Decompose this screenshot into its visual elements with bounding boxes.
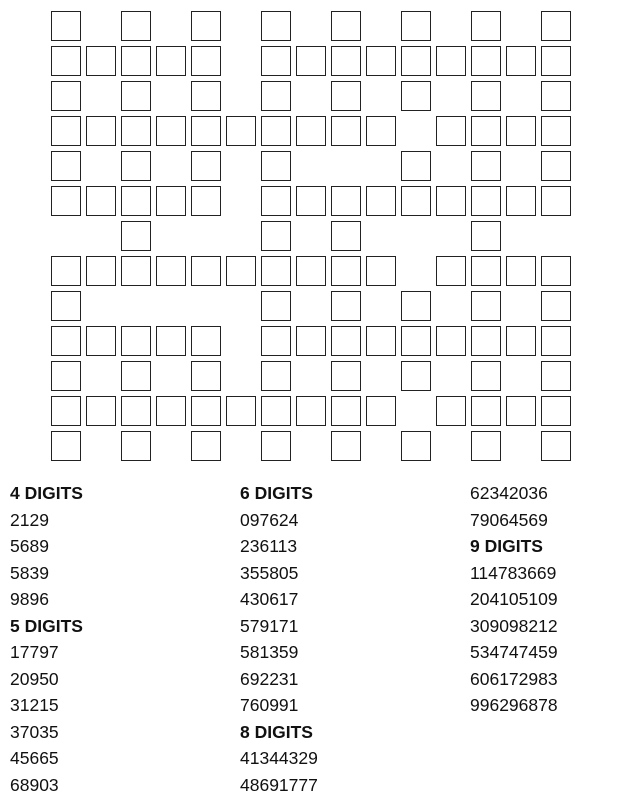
grid-cell[interactable]: [331, 361, 361, 391]
grid-cell[interactable]: [331, 291, 361, 321]
grid-cell[interactable]: [471, 256, 501, 286]
clue-number: 581359: [240, 642, 299, 662]
clue-group-heading: 6 DIGITS: [240, 483, 313, 503]
grid-cell[interactable]: [506, 116, 536, 146]
grid-cell[interactable]: [331, 431, 361, 461]
grid-cell[interactable]: [506, 396, 536, 426]
clue-number: 534747459: [470, 642, 558, 662]
grid-cell[interactable]: [471, 291, 501, 321]
grid-cell[interactable]: [436, 46, 466, 76]
grid-cell[interactable]: [226, 116, 256, 146]
grid-cell[interactable]: [86, 116, 116, 146]
clue-number: 996296878: [470, 695, 558, 715]
grid-cell[interactable]: [51, 256, 81, 286]
grid-cell[interactable]: [541, 431, 571, 461]
clue-number: 760991: [240, 695, 299, 715]
grid-cell[interactable]: [156, 396, 186, 426]
grid-cell[interactable]: [261, 116, 291, 146]
grid-cell[interactable]: [261, 326, 291, 356]
grid-cell[interactable]: [366, 396, 396, 426]
grid-cell[interactable]: [156, 46, 186, 76]
grid-cell[interactable]: [331, 46, 361, 76]
clue-number: 204105109: [470, 589, 558, 609]
grid-cell[interactable]: [401, 291, 431, 321]
grid-cell[interactable]: [331, 11, 361, 41]
clue-number: 79064569: [470, 509, 548, 530]
grid-cell[interactable]: [471, 151, 501, 181]
grid-cell[interactable]: [471, 81, 501, 111]
grid-cell[interactable]: [541, 186, 571, 216]
grid-cell[interactable]: [191, 256, 221, 286]
grid-cell[interactable]: [51, 116, 81, 146]
grid-cell[interactable]: [331, 256, 361, 286]
grid-cell[interactable]: [366, 116, 396, 146]
clue-number: 579171: [240, 615, 299, 636]
grid-cell[interactable]: [436, 396, 466, 426]
grid-cell[interactable]: [401, 151, 431, 181]
grid-cell[interactable]: [191, 151, 221, 181]
grid-cell[interactable]: [366, 186, 396, 216]
grid-cell[interactable]: [471, 326, 501, 356]
grid-cell[interactable]: [401, 46, 431, 76]
grid-cell[interactable]: [191, 431, 221, 461]
grid-cell[interactable]: [331, 396, 361, 426]
grid-cell[interactable]: [261, 46, 291, 76]
grid-cell[interactable]: [191, 361, 221, 391]
grid-cell[interactable]: [471, 221, 501, 251]
grid-cell[interactable]: [331, 221, 361, 251]
grid-cell[interactable]: [121, 151, 151, 181]
grid-cell[interactable]: [51, 186, 81, 216]
grid-cell[interactable]: [506, 46, 536, 76]
grid-cell[interactable]: [191, 116, 221, 146]
clue-number: 17797: [10, 642, 59, 662]
grid-cell[interactable]: [51, 46, 81, 76]
grid-cell[interactable]: [401, 361, 431, 391]
clue-number: 20950: [10, 668, 59, 689]
grid-cell[interactable]: [226, 396, 256, 426]
clue-number: 309098212: [470, 615, 558, 636]
grid-cell[interactable]: [401, 11, 431, 41]
clue-number: 48691777: [240, 774, 318, 795]
clue-number: 236113: [240, 536, 298, 556]
grid-cell[interactable]: [261, 11, 291, 41]
grid-cell[interactable]: [541, 46, 571, 76]
grid-cell[interactable]: [506, 256, 536, 286]
grid-cell[interactable]: [261, 81, 291, 111]
grid-cell[interactable]: [541, 81, 571, 111]
grid-cell[interactable]: [401, 186, 431, 216]
clue-column-2: [240, 480, 440, 798]
grid-cell[interactable]: [261, 151, 291, 181]
grid-cell[interactable]: [541, 396, 571, 426]
clue-number: 68903: [10, 774, 59, 795]
grid-cell[interactable]: [121, 116, 151, 146]
grid-cell[interactable]: [261, 431, 291, 461]
grid-cell[interactable]: [51, 11, 81, 41]
grid-cell[interactable]: [191, 81, 221, 111]
clue-number: 2129: [10, 509, 49, 530]
grid-cell[interactable]: [331, 116, 361, 146]
grid-cell[interactable]: [506, 186, 536, 216]
clue-column-3: [470, 480, 622, 719]
grid-cell[interactable]: [471, 361, 501, 391]
grid-cell[interactable]: [436, 256, 466, 286]
clue-number: 430617: [240, 589, 299, 609]
grid-cell[interactable]: [86, 326, 116, 356]
grid-cell[interactable]: [296, 256, 326, 286]
grid-cell[interactable]: [261, 396, 291, 426]
grid-cell[interactable]: [436, 326, 466, 356]
grid-cell[interactable]: [331, 81, 361, 111]
grid-cell[interactable]: [121, 361, 151, 391]
grid-cell[interactable]: [156, 116, 186, 146]
clue-group-heading: 9 DIGITS: [470, 536, 543, 556]
grid-cell[interactable]: [296, 396, 326, 426]
grid-cell[interactable]: [51, 151, 81, 181]
clue-number: 097624: [240, 509, 299, 530]
clue-number: 62342036: [470, 483, 548, 503]
grid-cell[interactable]: [366, 46, 396, 76]
grid-cell[interactable]: [51, 81, 81, 111]
grid-cell[interactable]: [541, 291, 571, 321]
grid-cell[interactable]: [86, 396, 116, 426]
clue-group-heading: 8 DIGITS: [240, 721, 313, 742]
grid-cell[interactable]: [401, 431, 431, 461]
grid-cell[interactable]: [436, 186, 466, 216]
grid-cell[interactable]: [86, 186, 116, 216]
clue-group-heading: 5 DIGITS: [10, 615, 83, 636]
clue-number: 692231: [240, 668, 299, 689]
grid-cell[interactable]: [296, 116, 326, 146]
grid-cell[interactable]: [86, 46, 116, 76]
clue-number: 606172983: [470, 668, 558, 689]
grid-cell[interactable]: [191, 11, 221, 41]
clue-number: 114783669: [470, 562, 557, 583]
grid-cell[interactable]: [121, 81, 151, 111]
grid-cell[interactable]: [436, 116, 466, 146]
grid-cell[interactable]: [541, 151, 571, 181]
grid-cell[interactable]: [121, 11, 151, 41]
grid-cell[interactable]: [51, 431, 81, 461]
grid-cell[interactable]: [471, 116, 501, 146]
grid-cell[interactable]: [156, 326, 186, 356]
grid-cell[interactable]: [401, 326, 431, 356]
clue-number: 41344329: [240, 748, 318, 768]
grid-cell[interactable]: [51, 291, 81, 321]
grid-cell[interactable]: [471, 431, 501, 461]
grid-cell[interactable]: [121, 186, 151, 216]
grid-cell[interactable]: [261, 291, 291, 321]
grid-cell[interactable]: [191, 326, 221, 356]
grid-cell[interactable]: [121, 256, 151, 286]
clue-number: 355805: [240, 562, 299, 583]
clue-column-1: [10, 480, 210, 798]
clue-number: 5839: [10, 562, 49, 583]
grid-cell[interactable]: [51, 361, 81, 391]
grid-cell[interactable]: [226, 256, 256, 286]
clue-number: 45665: [10, 748, 59, 768]
grid-cell[interactable]: [401, 81, 431, 111]
grid-cell[interactable]: [331, 186, 361, 216]
grid-cell[interactable]: [261, 361, 291, 391]
grid-cell[interactable]: [296, 326, 326, 356]
grid-cell[interactable]: [121, 431, 151, 461]
grid-cell[interactable]: [121, 221, 151, 251]
grid-cell[interactable]: [471, 186, 501, 216]
grid-cell[interactable]: [191, 186, 221, 216]
grid-cell[interactable]: [51, 326, 81, 356]
grid-cell[interactable]: [261, 221, 291, 251]
grid-cell[interactable]: [471, 396, 501, 426]
clue-number: 37035: [10, 721, 59, 742]
grid-cell[interactable]: [471, 46, 501, 76]
grid-cell[interactable]: [331, 326, 361, 356]
grid-cell[interactable]: [156, 186, 186, 216]
grid-cell[interactable]: [51, 396, 81, 426]
grid-cell[interactable]: [366, 326, 396, 356]
clue-number: 31215: [10, 695, 59, 715]
grid-cell[interactable]: [296, 186, 326, 216]
grid-cell[interactable]: [261, 256, 291, 286]
grid-cell[interactable]: [506, 326, 536, 356]
grid-cell[interactable]: [191, 396, 221, 426]
grid-cell[interactable]: [121, 396, 151, 426]
grid-cell[interactable]: [366, 256, 396, 286]
grid-cell[interactable]: [541, 256, 571, 286]
grid-cell[interactable]: [191, 46, 221, 76]
grid-cell[interactable]: [471, 11, 501, 41]
clue-number: 9896: [10, 589, 49, 609]
grid-cell[interactable]: [86, 256, 116, 286]
grid-cell[interactable]: [541, 361, 571, 391]
grid-cell[interactable]: [541, 11, 571, 41]
grid-cell[interactable]: [541, 326, 571, 356]
grid-cell[interactable]: [541, 116, 571, 146]
grid-cell[interactable]: [296, 46, 326, 76]
grid-cell[interactable]: [261, 186, 291, 216]
clue-number: 5689: [10, 536, 49, 556]
grid-cell[interactable]: [121, 326, 151, 356]
clue-group-heading: 4 DIGITS: [10, 483, 83, 503]
grid-cell[interactable]: [156, 256, 186, 286]
grid-cell[interactable]: [121, 46, 151, 76]
